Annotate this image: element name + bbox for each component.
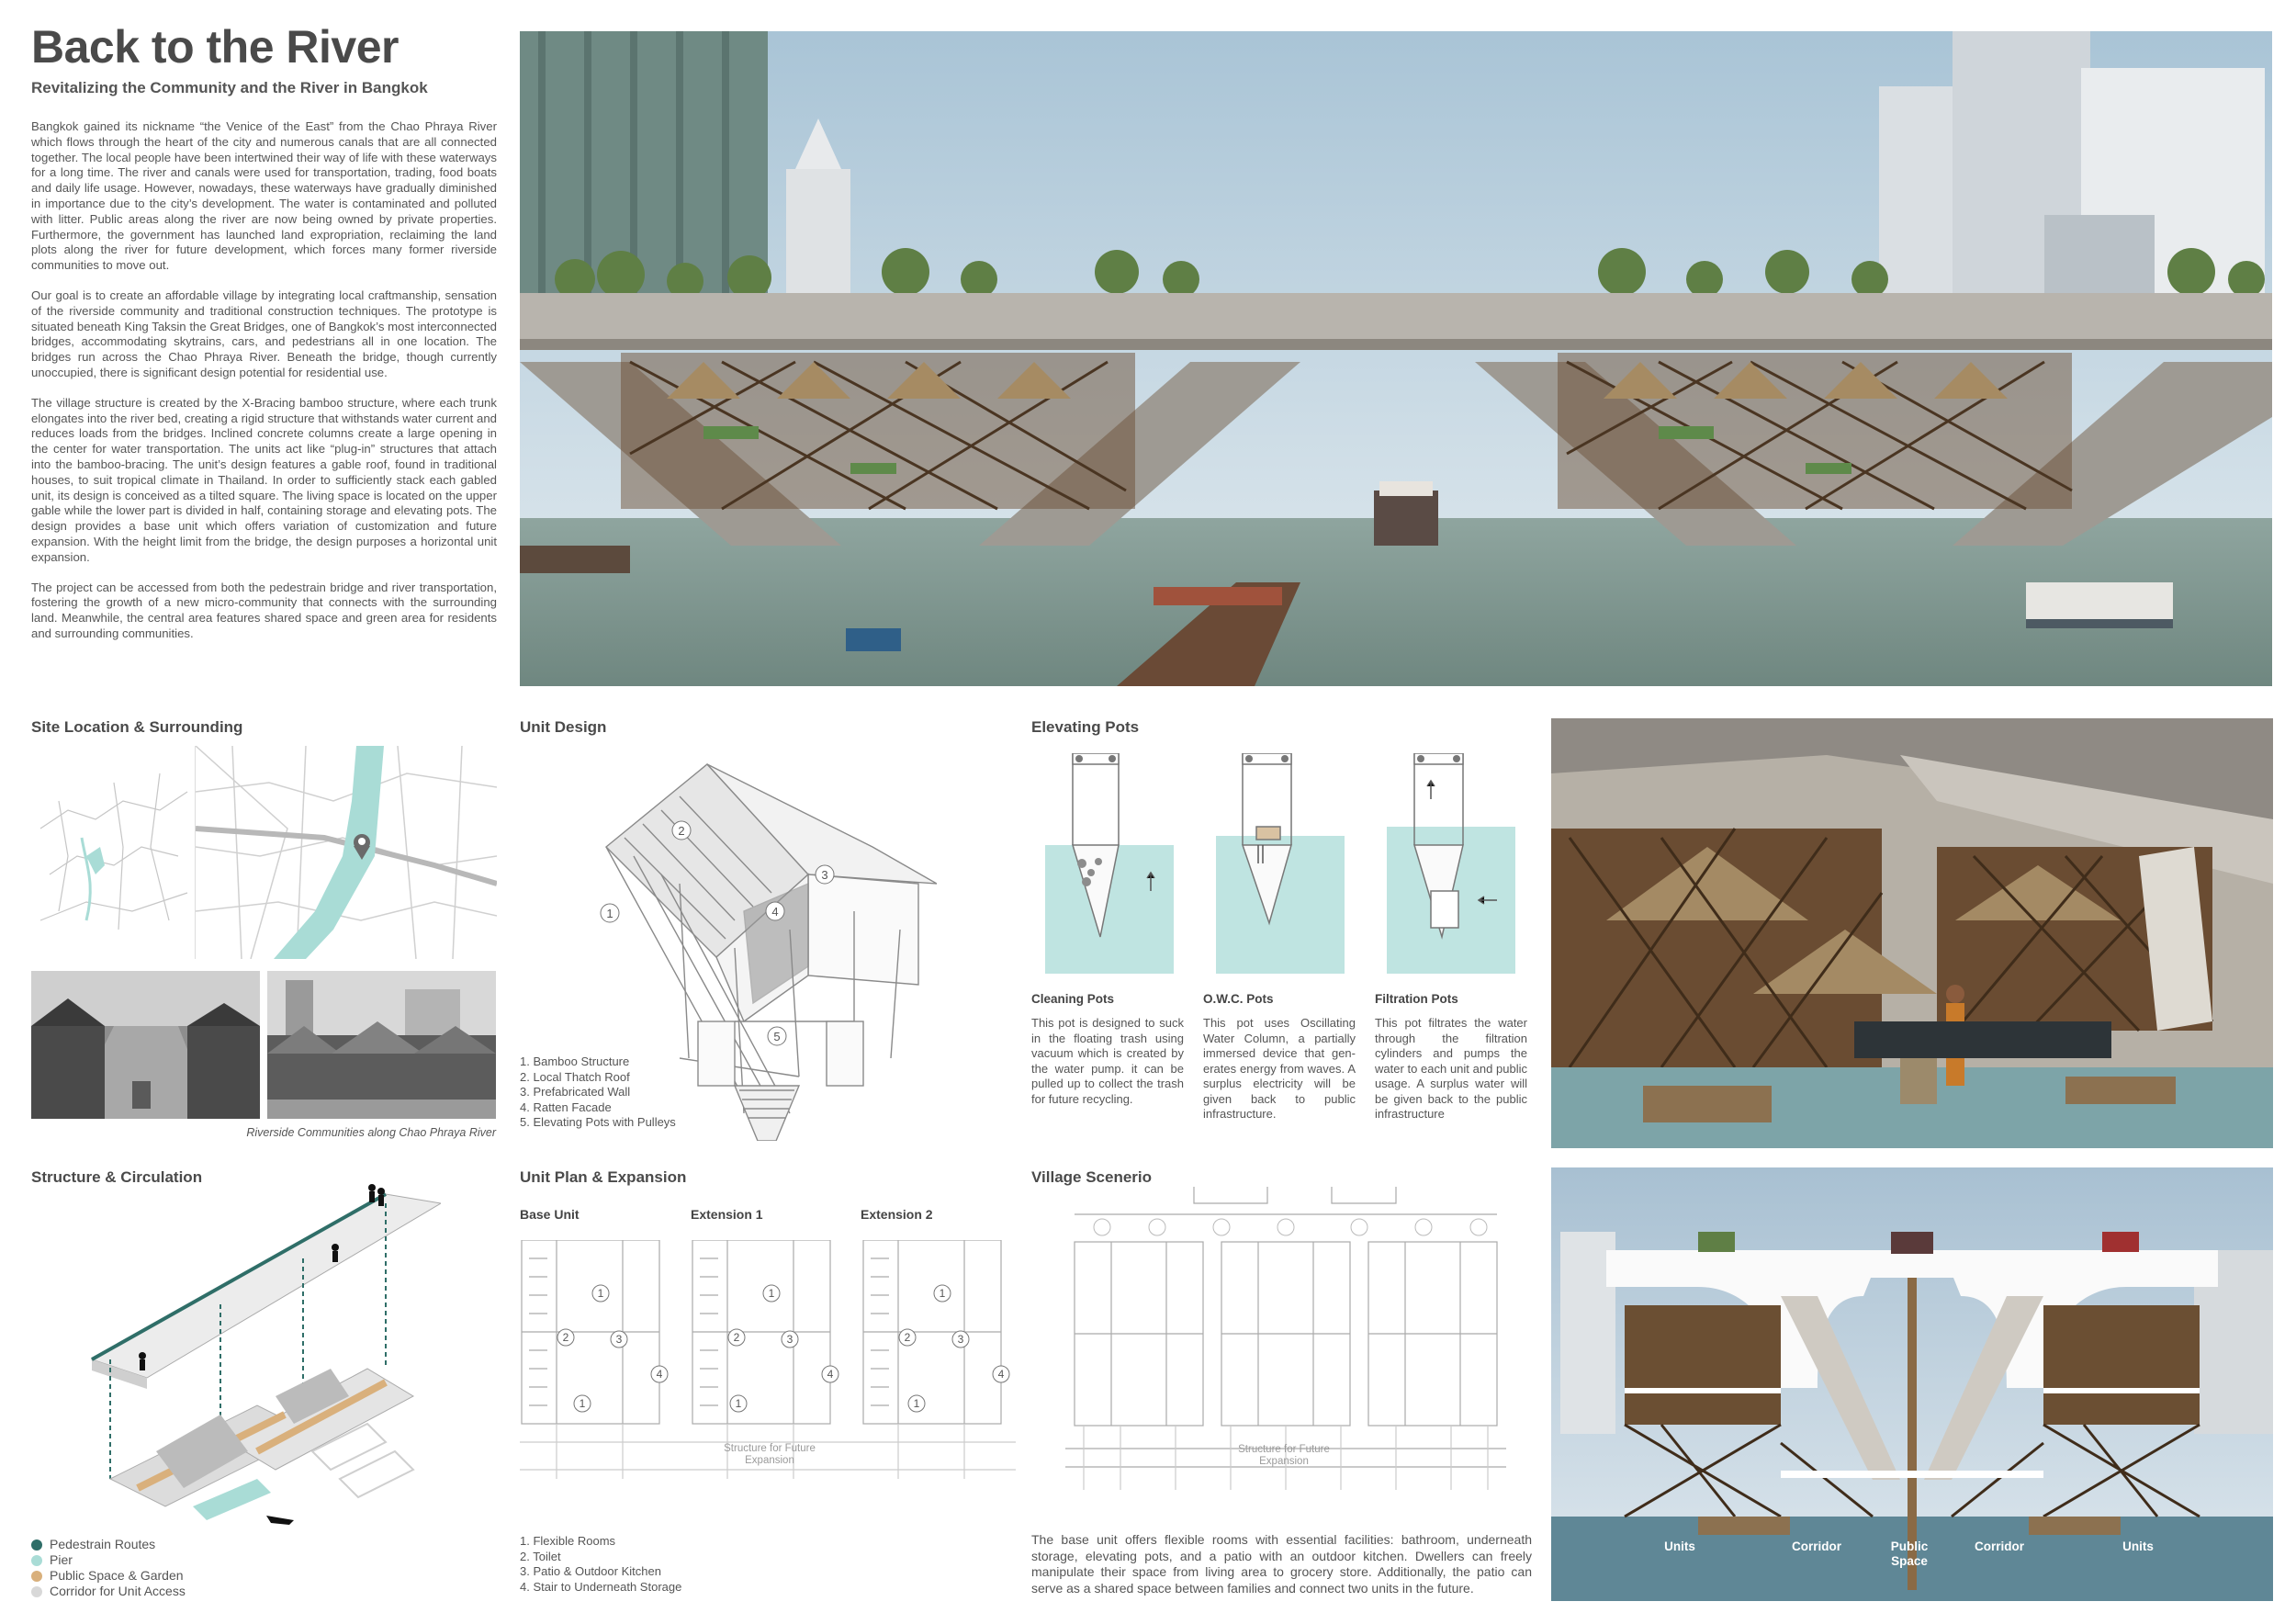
legend-swatch — [31, 1571, 42, 1582]
legend-label: Corridor for Unit Access — [50, 1584, 186, 1598]
section-label-units-left: Units — [1664, 1539, 1695, 1553]
unit-plan-legend — [520, 1534, 681, 1595]
pot-text-owc: This pot uses Oscillating Water Column, a partially immersed device that gen-erates energy from waves. A surplus electricity will be given back to public infrastructure. — [1203, 1016, 1356, 1121]
site-photo-canal — [31, 971, 260, 1119]
structure-axonometric-diagram — [73, 1176, 441, 1525]
structure-legend — [31, 1537, 186, 1599]
legend-item: 4. Ratten Facade — [520, 1100, 612, 1114]
unit-callout-1: 1 — [606, 907, 613, 920]
legend-label: Public Space & Garden — [50, 1568, 184, 1583]
section-title-structure: Structure & Circulation — [31, 1168, 203, 1186]
render-section-view — [1551, 1167, 2273, 1601]
plan-title-base: Base Unit — [520, 1207, 580, 1222]
svg-text:2: 2 — [904, 1331, 911, 1344]
pot-title-owc: O.W.C. Pots — [1203, 992, 1274, 1006]
section-title-unit-plan: Unit Plan & Expansion — [520, 1168, 687, 1186]
svg-text:4: 4 — [656, 1368, 663, 1381]
unit-callout-2: 2 — [678, 824, 685, 838]
section-label-public-space: Public Space — [1890, 1539, 1929, 1568]
svg-text:1: 1 — [597, 1287, 604, 1300]
unit-callout-3: 3 — [821, 868, 828, 882]
intro-text — [31, 119, 497, 657]
village-description: The base unit offers flexible rooms with essential facilities: bathroom, underneath storage, elevating pots, and a patio with an outdoor kitchen. Dwellers can freely manipulate their space from living area to grocery store. Additionally, the patio can serve as a shared space between families and connect two units in the future. — [1031, 1532, 1532, 1596]
unit-callout-5: 5 — [773, 1030, 781, 1043]
svg-text:1: 1 — [579, 1397, 586, 1410]
legend-row-pedestrian — [31, 1537, 186, 1552]
legend-row-pier — [31, 1552, 186, 1568]
intro-paragraph-2: Our goal is to create an affordable village by integrating local craftmanship, sensation of the riverside community and traditional construction techniques. The prototype is situated beneath King Taksin the Great Bridges, one of Bangkok’s most interconnected bridges, accommodating skytrains, cars, and pedestrians all in one location. The bridges run across the Chao Phraya River. Beneath the bridge, though currently unoccupied, there is significant design potential for residential use. — [31, 288, 497, 379]
legend-label: Pedestrain Routes — [50, 1537, 156, 1551]
svg-text:1: 1 — [913, 1397, 920, 1410]
intro-paragraph-4: The project can be accessed from both the pedestrain bridge and river transportation, fostering the growth of a new micro-community that connects with the surrounding land. Meanwhile, the central area features shared space and green area for residents and surrounding communities. — [31, 580, 497, 640]
site-photo-houses — [267, 971, 496, 1119]
legend-label: Pier — [50, 1552, 73, 1567]
render-community-view — [1551, 718, 2273, 1148]
svg-text:1: 1 — [939, 1287, 946, 1300]
unit-design-legend — [520, 1054, 676, 1131]
site-zoom-map — [195, 746, 496, 959]
legend-item: 3. Prefabricated Wall — [520, 1085, 631, 1099]
legend-row-corridor — [31, 1584, 186, 1599]
section-title-site: Site Location & Surrounding — [31, 718, 243, 736]
svg-text:2: 2 — [733, 1331, 740, 1344]
intro-paragraph-3: The village structure is created by the X-Bracing bamboo structure, where each trunk elongates into the river bed, creating a rigid structure that withstands water current and reduces loads from the bridges. Inclined concrete columns create a large opening in the center for water transportation. The units act like “plug-in” structures that attach into the bamboo-bracing. The unit’s design features a gable roof, found in traditional houses, to suit tropical climate in Thailand. In order to sufficiently stack each gabled unit, its design is conceived as a tilted square. The living space is located on the upper gable while the lower part is divided in half, containing storage and elevating pots. The design provides a base unit which offers variation of customization and future expansion. With the height limit from the bridge, the design purposes a horizontal unit expansion. — [31, 395, 497, 564]
hero-bridge-render — [520, 31, 2272, 686]
pot-title-cleaning: Cleaning Pots — [1031, 992, 1115, 1006]
site-photo-caption: Riverside Communities along Chao Phraya River — [246, 1126, 496, 1139]
legend-swatch — [31, 1586, 42, 1597]
legend-row-public-space — [31, 1568, 186, 1584]
legend-item: 4. Stair to Underneath Storage — [520, 1579, 682, 1594]
svg-text:3: 3 — [615, 1333, 623, 1346]
legend-item: 1. Flexible Rooms — [520, 1534, 616, 1548]
plan-expansion-note: Structure for Future Expansion — [724, 1443, 816, 1466]
svg-text:4: 4 — [827, 1368, 834, 1381]
svg-text:3: 3 — [957, 1333, 964, 1346]
plan-title-ext1: Extension 1 — [691, 1207, 763, 1222]
village-expansion-note: Structure for Future Expansion — [1238, 1444, 1330, 1467]
svg-text:1: 1 — [735, 1397, 742, 1410]
legend-item: 1. Bamboo Structure — [520, 1054, 630, 1068]
page-subtitle: Revitalizing the Community and the River in Bangkok — [31, 79, 428, 96]
legend-swatch — [31, 1555, 42, 1566]
unit-callout-4: 4 — [771, 905, 779, 919]
section-title-elevating: Elevating Pots — [1031, 718, 1140, 736]
legend-item: 2. Local Thatch Roof — [520, 1069, 630, 1084]
legend-swatch — [31, 1539, 42, 1551]
elevating-pots-diagram — [1045, 753, 1523, 978]
svg-text:3: 3 — [786, 1333, 793, 1346]
section-label-corridor-right: Corridor — [1975, 1539, 2024, 1553]
svg-text:2: 2 — [562, 1331, 569, 1344]
page-title: Back to the River — [31, 21, 399, 73]
plan-title-ext2: Extension 2 — [861, 1207, 933, 1222]
section-label-corridor-left: Corridor — [1792, 1539, 1841, 1553]
section-label-units-right: Units — [2122, 1539, 2154, 1553]
section-title-unit-design: Unit Design — [520, 718, 607, 736]
legend-item: 3. Patio & Outdoor Kitchen — [520, 1564, 661, 1578]
site-city-map — [31, 746, 193, 959]
legend-item: 2. Toilet — [520, 1549, 561, 1563]
pot-title-filtration: Filtration Pots — [1375, 992, 1458, 1006]
intro-paragraph-1: Bangkok gained its nickname “the Venice of the East” from the Chao Phraya River which flows through the heart of the city and numerous canals that are all connected together. The local people have been intertwined their way of life with these waterways for a long time. The river and canals were used for transportation, trading, food boats and daily life usage. However, nowadays, these waterways have gradually diminished in importance due to the city’s development. The water is contaminated and polluted with litter. Public areas along the river are now being owned by private properties. Furthermore, the government has launched land expropriation, reclaiming the land plots along the river for future development, which forces many former riverside communities to move out. — [31, 119, 497, 273]
pot-text-filtration: This pot filtrates the water through the filtration cylinders and pumps the water to each unit and public usage. A surplus water will be given back to the public infrastructure — [1375, 1016, 1527, 1121]
svg-text:1: 1 — [768, 1287, 775, 1300]
legend-item: 5. Elevating Pots with Pulleys — [520, 1115, 676, 1129]
svg-text:4: 4 — [997, 1368, 1005, 1381]
pot-text-cleaning: This pot is designed to suck in the floating trash using vacuum which is created by the water pump. it can be pulled up to collect the trash for future recycling. — [1031, 1016, 1184, 1106]
section-title-village: Village Scenerio — [1031, 1168, 1153, 1186]
